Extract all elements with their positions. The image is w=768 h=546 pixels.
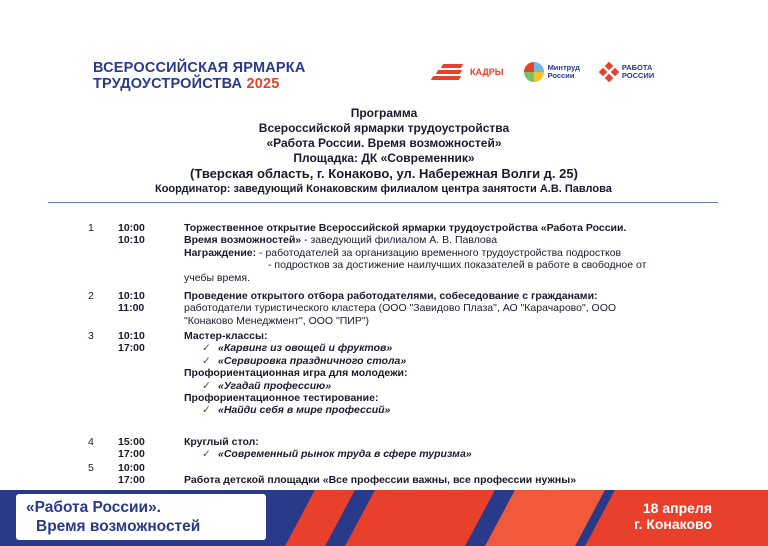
check-icon: ✓ [202, 354, 211, 367]
fair-title-line1: ВСЕРОССИЙСКАЯ ЯРМАРКА [93, 60, 306, 76]
row-title: Круглый стол: [184, 436, 259, 448]
row-time-start: 10:10 [118, 330, 145, 342]
row-text-1: работодатели туристического кластера (ООО "Завидово Плаза", АО "Карачарово", ООО [184, 302, 617, 315]
row-number: 1 [88, 222, 94, 234]
check-icon: ✓ [202, 448, 211, 461]
kadry-logo [432, 64, 504, 80]
mintrud-label-2: России [547, 71, 575, 80]
divider [48, 202, 718, 203]
footer-banner [0, 490, 768, 546]
fair-year: 2025 [246, 76, 280, 92]
decor-stripe [345, 490, 495, 546]
game-title: Профориентационная игра для молодежи: [184, 367, 408, 380]
row-time-end: 17:00 [118, 342, 145, 355]
row-time-end: 10:10 [118, 234, 145, 247]
row-title-cont: Время возможностей» [184, 234, 302, 247]
row-description [184, 290, 724, 327]
event-city: г. Конаково [634, 516, 712, 532]
row-time-start: 10:00 [118, 222, 145, 234]
row-time-start: 10:00 [118, 462, 145, 474]
rabota-rossii-mark-icon [600, 63, 618, 81]
row-description [184, 436, 724, 461]
program-coordinator: Координатор: заведующий Конаковским филиалом центра занятости А.В. Павлова [155, 183, 612, 195]
row-time-end: 17:00 [118, 448, 145, 461]
slogan-line-1: «Работа России». [26, 499, 161, 516]
mintrud-emblem-icon [524, 62, 544, 82]
fair-title-line2: ТРУДОУСТРОЙСТВА [93, 76, 243, 92]
rr-label-1: РАБОТА [621, 63, 653, 72]
kadry-label: КАДРЫ [470, 67, 504, 77]
row-time-end: 11:00 [118, 302, 145, 315]
header [0, 0, 768, 100]
rr-label-2: РОССИИ [621, 71, 655, 80]
row-time-end: 17:00 [118, 474, 145, 487]
check-icon: ✓ [202, 404, 211, 417]
program-title: Программа [350, 106, 418, 120]
slogan-line-2: Время возможностей [36, 518, 201, 535]
award-item-3: учебы время. [184, 271, 250, 284]
mintrud-label-1: Минтруд [547, 63, 580, 72]
award-label: Награждение: [184, 246, 257, 259]
event-date [634, 500, 712, 532]
game-item-1: ✓ «Угадай профессию» [202, 379, 332, 392]
check-icon: ✓ [202, 379, 211, 392]
roundtable-item: ✓ «Современный рынок труда в сфере туризма» [202, 448, 472, 461]
check-icon: ✓ [202, 342, 211, 355]
row-time-start: 10:10 [118, 290, 145, 302]
row-number: 3 [88, 330, 94, 342]
row-title-rest: - заведующий филиалом А. В. Павлова [301, 234, 498, 247]
row-title: Торжественное открытие Всероссийской ярмарки трудоустройства «Работа России. [184, 222, 627, 234]
row-text-2: "Конаково Менеджмент", ООО "ПИР") [184, 314, 370, 327]
award-item-2: - подростков за достижение наилучших показателей в работе в свободное от [268, 259, 647, 272]
rabota-rossii-logo [600, 63, 654, 81]
program-venue: Площадка: ДК «Современник» [293, 151, 475, 165]
test-item-1: ✓ «Найди себя в мире профессий» [202, 404, 391, 417]
fair-title [93, 60, 306, 92]
row-description [184, 474, 724, 486]
row-number: 4 [88, 436, 94, 448]
row-description [184, 330, 724, 417]
masterclass-item-1: ✓ «Карвинг из овощей и фруктов» [202, 342, 393, 355]
row-description [184, 222, 724, 284]
program-address: (Тверская область, г. Конаково, ул. Набережная Волги д. 25) [190, 166, 578, 181]
row-number: 5 [88, 462, 94, 474]
row-title: Работа детской площадки «Все профессии важны, все профессии нужны» [184, 474, 577, 487]
test-title: Профориентационное тестирование: [184, 392, 379, 405]
program-subtitle: Всероссийской ярмарки трудоустройства [258, 121, 510, 135]
masterclass-title: Мастер-классы: [184, 330, 268, 342]
masterclass-item-2: ✓ «Сервировка праздничного стола» [202, 354, 407, 367]
footer-slogan [26, 498, 200, 536]
mintrud-logo [524, 62, 580, 82]
decor-stripe [485, 490, 605, 546]
kadry-mark-icon [432, 64, 466, 80]
program-event-name: «Работа России. Время возможностей» [266, 136, 502, 150]
decor-stripe [285, 490, 355, 546]
row-number: 2 [88, 290, 94, 302]
partner-logos [432, 62, 654, 82]
row-time-start: 15:00 [118, 436, 145, 448]
event-date-day: 18 апреля [642, 500, 712, 516]
row-title: Проведение открытого отбора работодателями, собеседование с гражданами: [184, 290, 598, 302]
program-heading [0, 106, 768, 181]
award-item-1: - работодателей за организацию временного трудоустройства подростков [256, 246, 622, 259]
